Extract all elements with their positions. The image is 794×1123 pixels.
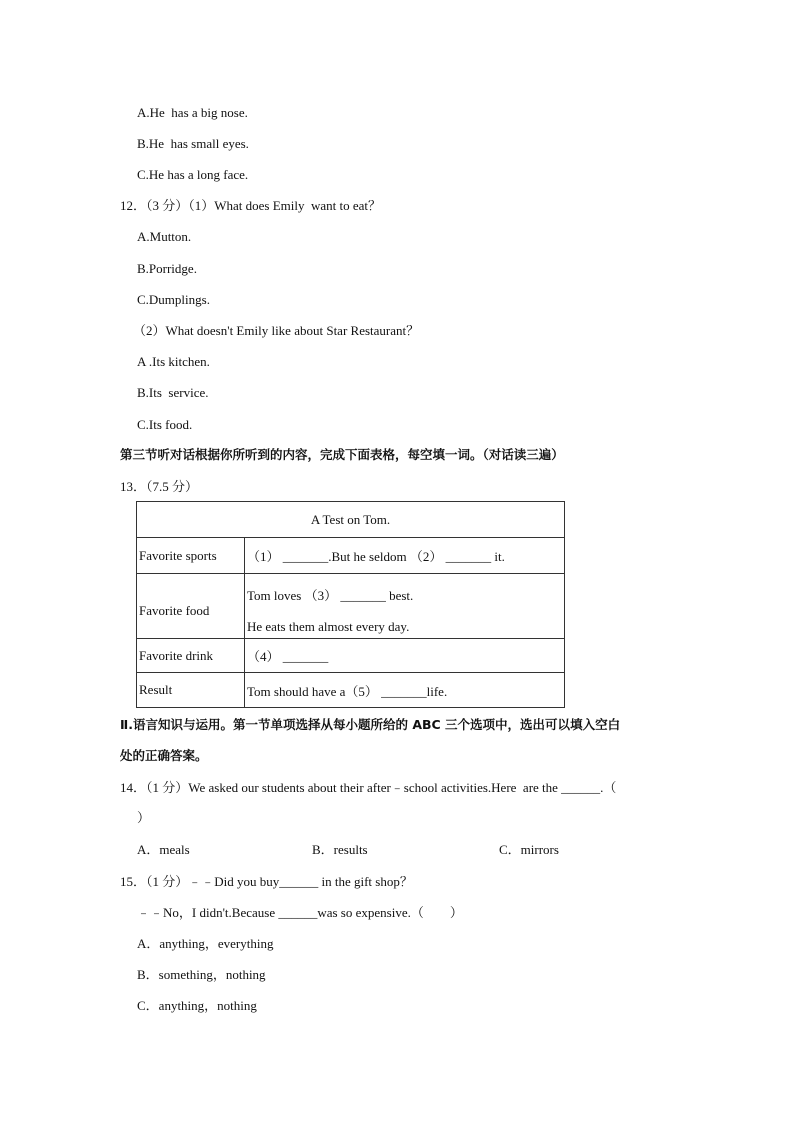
row-content: Tom should have a（5） _______life. <box>245 673 565 708</box>
row-label: Result <box>137 673 245 708</box>
q12-p2-option-a: A .Its kitchen. <box>137 354 210 369</box>
q11-option-a: A.He has a big nose. <box>137 105 248 120</box>
table-row <box>137 538 565 574</box>
part2-title-line2: 处的正确答案。 <box>120 748 208 763</box>
q14-header: 14．（1 分）We asked our students about their after﹣school activities.Here are the ______.（ <box>120 780 617 795</box>
q15-option-b: B．something，nothing <box>137 967 266 982</box>
table-title: A Test on Tom. <box>137 502 565 538</box>
table-row <box>137 574 565 639</box>
q11-option-c: C.He has a long face. <box>137 167 249 182</box>
q15-reply: ﹣﹣No，I didn't.Because ______was so expensive.（ ） <box>137 905 463 920</box>
q14-option-b: B．results <box>312 842 368 857</box>
row-label: Favorite food <box>139 603 210 618</box>
row-label: Favorite drink <box>137 639 245 673</box>
row-content: （4） _______ <box>245 639 565 673</box>
q12-p2-option-c: C.Its food. <box>137 417 193 432</box>
q12-p1-option-b: B.Porridge. <box>137 261 197 276</box>
row-label: Favorite sports <box>137 538 245 574</box>
q14-option-c: C．mirrors <box>499 842 559 857</box>
table-row <box>137 673 565 708</box>
table-row <box>137 639 565 673</box>
q14-header-cont: ） <box>137 810 151 825</box>
row-content: He eats them almost every day. <box>247 618 410 634</box>
q13-table <box>136 501 565 708</box>
q15-option-c: C．anything，nothing <box>137 998 257 1013</box>
q15-option-a: A．anything，everything <box>137 936 274 951</box>
q12-p1-option-c: C.Dumplings. <box>137 292 210 307</box>
q12-p1-option-a: A.Mutton. <box>137 229 192 244</box>
row-content: Tom loves （3） _______ best. <box>247 587 414 603</box>
q12-header: 12．（3 分）（1）What does Emily want to eat？ <box>120 198 382 213</box>
q11-option-b: B.He has small eyes. <box>137 136 249 151</box>
q14-option-a: A．meals <box>137 842 190 857</box>
part2-title-line1: Ⅱ.语言知识与运用。第一节单项选择从每小题所给的 ABC 三个选项中，选出可以填入空白 <box>120 717 621 732</box>
q15-header: 15．（1 分）﹣﹣Did you buy______ in the gift shop？ <box>120 874 413 889</box>
row-content: （1） _______.But he seldom （2） _______ it. <box>245 538 565 574</box>
q12-part2-question: （2）What doesn't Emily like about Star Restaurant？ <box>133 323 420 338</box>
q12-p2-option-b: B.Its service. <box>137 385 209 400</box>
q13-header: 13．（7.5 分） <box>120 479 199 494</box>
section3-title: 第三节听对话根据你所听到的内容，完成下面表格，每空填一词。（对话读三遍） <box>120 447 564 462</box>
